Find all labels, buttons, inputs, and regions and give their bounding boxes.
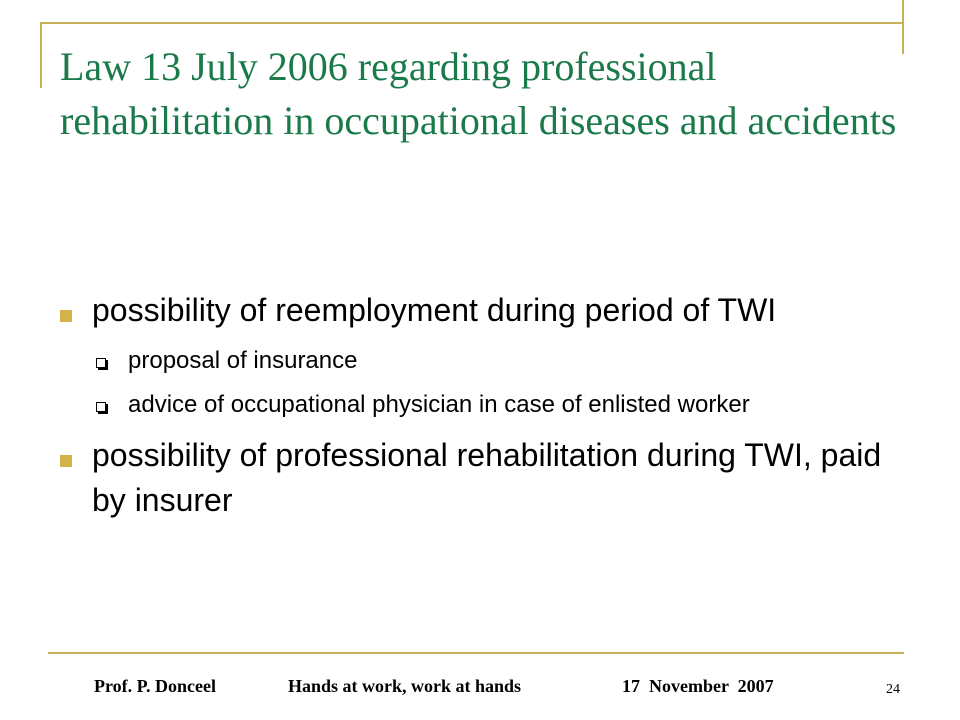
frame-bottom-line bbox=[48, 652, 904, 654]
bullet-text: possibility of professional rehabilitation during TWI, paid by insurer bbox=[92, 437, 882, 518]
hollow-square-bullet-icon bbox=[96, 402, 106, 412]
frame-left-line bbox=[40, 22, 42, 88]
hollow-square-bullet-icon bbox=[96, 358, 106, 368]
sub-bullet-text: advice of occupational physician in case of enlisted worker bbox=[128, 391, 750, 418]
slide-content bbox=[60, 288, 910, 523]
sub-bullet-list bbox=[92, 343, 910, 423]
bullet-item bbox=[60, 433, 910, 523]
page-number: 24 bbox=[886, 682, 900, 697]
sub-bullet-text: proposal of insurance bbox=[128, 347, 358, 374]
bullet-text: possibility of reemployment during period of TWI bbox=[92, 292, 777, 328]
sub-bullet-item bbox=[92, 343, 910, 379]
square-bullet-icon bbox=[60, 455, 72, 467]
frame-top-line bbox=[40, 22, 904, 24]
footer-presentation-title: Hands at work, work at hands bbox=[288, 676, 522, 696]
bullet-item bbox=[60, 288, 910, 333]
footer-date: 17 November 2007 bbox=[622, 676, 774, 696]
square-bullet-icon bbox=[60, 310, 72, 322]
frame-right-line bbox=[902, 0, 904, 54]
footer-author: Prof. P. Donceel bbox=[94, 676, 216, 696]
slide-title: Law 13 July 2006 regarding professional rehabilitation in occupational diseases and accidents bbox=[60, 44, 897, 143]
sub-bullet-item bbox=[92, 387, 910, 423]
